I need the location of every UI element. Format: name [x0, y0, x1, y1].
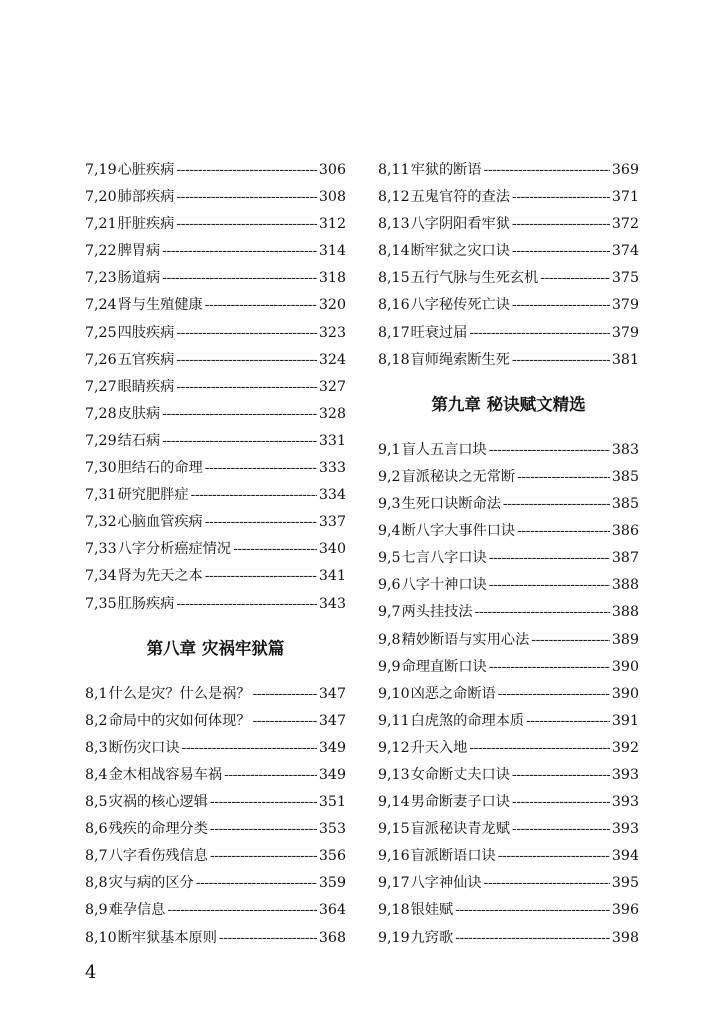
dot-leader: [512, 789, 610, 816]
entry-page: 343: [318, 595, 346, 612]
entry-page: 390: [611, 658, 639, 675]
dot-leader: [512, 184, 610, 211]
toc-left-column: [85, 157, 346, 952]
dot-leader: [176, 320, 317, 347]
entry-title: 断牢狱基本原则: [117, 929, 217, 946]
dot-leader: [484, 157, 610, 184]
toc-entry: [378, 320, 639, 347]
entry-page: 331: [318, 432, 346, 449]
entry-page: 347: [318, 712, 346, 729]
entry-page: 381: [611, 351, 639, 368]
entry-number: 7,22: [85, 243, 117, 260]
toc-entry: [378, 157, 639, 184]
dot-leader: [503, 491, 610, 518]
entry-number: 8,5: [85, 794, 108, 811]
entry-number: 7,34: [85, 568, 117, 585]
chapter-8-heading: 第八章 灾祸牢狱篇: [146, 638, 285, 658]
entry-number: 8,14: [378, 243, 410, 260]
toc-entry: [85, 789, 346, 816]
toc-entry: [85, 925, 346, 952]
entry-page: 391: [611, 712, 639, 729]
dot-leader: [162, 238, 317, 265]
dot-leader: [176, 374, 317, 401]
toc-group-ch8: [85, 681, 346, 952]
entry-page: 347: [318, 685, 346, 702]
entry-page: 368: [318, 929, 346, 946]
toc-entry: [85, 816, 346, 843]
entry-title: 盲人五言口块: [401, 441, 487, 458]
dot-leader: [455, 925, 610, 952]
entry-title: 牢狱的断语: [410, 162, 482, 178]
entry-page: 385: [611, 468, 639, 485]
toc-entry: [378, 437, 639, 464]
entry-number: 8,10: [85, 929, 117, 946]
toc-entry: [85, 238, 346, 265]
toc-entry: [378, 491, 639, 518]
entry-title: 五行气脉与生死玄机: [410, 270, 539, 287]
entry-number: 7,33: [85, 541, 117, 558]
entry-title: 肝脏疾病: [117, 216, 175, 233]
entry-page: 371: [611, 189, 639, 206]
entry-number: 8,1: [85, 685, 108, 702]
entry-page: 372: [611, 216, 639, 233]
toc-group-ch9: [378, 437, 639, 952]
entry-page: 353: [318, 821, 346, 838]
entry-page: 389: [611, 631, 639, 648]
dot-leader: [512, 292, 610, 319]
entry-title: 灾祸的核心逻辑: [108, 794, 208, 811]
entry-number: 7,32: [85, 514, 117, 531]
entry-number: 9,17: [378, 875, 410, 892]
entry-page: 396: [611, 902, 639, 919]
entry-title: 心脏疾病: [117, 162, 175, 178]
dot-leader: [219, 925, 317, 952]
toc-entry: [85, 374, 346, 401]
entry-title: 肺部疾病: [117, 189, 175, 206]
toc-entry: [85, 320, 346, 347]
entry-title: 八字秘传死亡诀: [410, 297, 510, 314]
entry-page: 390: [611, 685, 639, 702]
entry-number: 9,3: [378, 496, 401, 513]
entry-number: 9,9: [378, 658, 401, 675]
entry-page: 324: [318, 351, 346, 368]
entry-title: 八字十神口诀: [401, 577, 487, 594]
entry-page: 398: [611, 929, 639, 946]
entry-title: 肾为先天之本: [117, 568, 203, 585]
dot-leader: [489, 654, 610, 681]
entry-page: 375: [611, 270, 639, 287]
toc-entry: [85, 347, 346, 374]
entry-number: 8,16: [378, 297, 410, 314]
entry-title: 七言八字口诀: [401, 550, 487, 567]
entry-page: 333: [318, 460, 346, 477]
entry-title: 升天入地: [410, 739, 468, 756]
entry-number: 7,25: [85, 324, 117, 341]
entry-number: 9,10: [378, 685, 410, 702]
toc-entry: [378, 654, 639, 681]
entry-title: 难孕信息: [108, 902, 166, 919]
entry-title: 精妙断语与实用心法: [401, 631, 530, 648]
entry-title: 男命断妻子口诀: [410, 794, 510, 811]
entry-page: 337: [318, 514, 346, 531]
dot-leader: [176, 184, 317, 211]
entry-page: 386: [611, 523, 639, 540]
entry-number: 9,2: [378, 468, 401, 485]
entry-page: 327: [318, 378, 346, 395]
entry-number: 9,18: [378, 902, 410, 919]
dot-leader: [205, 292, 317, 319]
entry-title: 研究肥胖症: [117, 487, 189, 504]
toc-right-column: [378, 157, 639, 952]
toc-entry: [85, 265, 346, 292]
entry-title: 八字神仙诀: [410, 875, 482, 892]
entry-number: 9,16: [378, 848, 410, 865]
entry-page: 369: [611, 162, 639, 178]
toc-entry: [378, 572, 639, 599]
entry-number: 9,6: [378, 577, 401, 594]
entry-title: 凶恶之命断语: [410, 685, 496, 702]
dot-leader: [210, 816, 317, 843]
dot-leader: [517, 518, 610, 545]
entry-page: 323: [318, 324, 346, 341]
entry-page: 351: [318, 794, 346, 811]
toc-entry: [85, 211, 346, 238]
dot-leader: [526, 708, 610, 735]
entry-title: 眼睛疾病: [117, 378, 175, 395]
entry-title: 两头挂技法: [401, 604, 473, 621]
toc-entry: [85, 843, 346, 870]
entry-page: 379: [611, 324, 639, 341]
entry-page: 328: [318, 405, 346, 422]
entry-title: 断牢狱之灾口诀: [410, 243, 510, 260]
dot-leader: [210, 789, 317, 816]
entry-number: 7,35: [85, 595, 117, 612]
entry-title: 盲派断语口诀: [410, 848, 496, 865]
entry-title: 肠道病: [117, 270, 161, 287]
entry-number: 9,4: [378, 523, 401, 540]
dot-leader: [512, 211, 610, 238]
entry-title: 八字阴阳看牢狱: [410, 216, 510, 233]
entry-number: 7,19: [85, 162, 117, 178]
entry-page: 393: [611, 794, 639, 811]
entry-title: 胆结石的命理: [117, 460, 203, 477]
entry-page: 359: [318, 875, 346, 892]
entry-number: 8,11: [378, 162, 410, 178]
toc-entry: [378, 735, 639, 762]
toc-entry: [378, 708, 639, 735]
entry-title: 什么是灾？什么是祸？: [108, 685, 251, 702]
entry-number: 7,30: [85, 460, 117, 477]
dot-leader: [210, 843, 317, 870]
dot-leader: [252, 681, 316, 708]
toc-entry: [378, 211, 639, 238]
entry-page: 306: [318, 162, 346, 178]
toc-entry: [378, 843, 639, 870]
dot-leader: [475, 599, 610, 626]
toc-entry: [378, 627, 639, 654]
entry-page: 392: [611, 739, 639, 756]
dot-leader: [176, 211, 317, 238]
entry-title: 盲派秘诀青龙赋: [410, 821, 510, 838]
entry-page: 374: [611, 243, 639, 260]
entry-page: 312: [318, 216, 346, 233]
dot-leader: [540, 265, 610, 292]
entry-page: 341: [318, 568, 346, 585]
entry-title: 九窍歌: [410, 929, 454, 946]
entry-number: 9,7: [378, 604, 401, 621]
dot-leader: [167, 897, 317, 924]
entry-number: 7,24: [85, 297, 117, 314]
entry-number: 8,4: [85, 766, 108, 783]
dot-leader: [484, 870, 610, 897]
entry-number: 7,21: [85, 216, 117, 233]
dot-leader: [162, 428, 317, 455]
toc-entry: [378, 238, 639, 265]
dot-leader: [252, 708, 316, 735]
entry-title: 断八字大事件口诀: [401, 523, 516, 540]
toc-entry: [85, 591, 346, 618]
toc-entry: [85, 292, 346, 319]
toc-entry: [85, 184, 346, 211]
entry-number: 9,15: [378, 821, 410, 838]
entry-title: 灾与病的区分: [108, 875, 194, 892]
entry-title: 八字看伤残信息: [108, 848, 208, 865]
dot-leader: [176, 157, 317, 184]
entry-page: 340: [318, 541, 346, 558]
entry-title: 脾胃病: [117, 243, 161, 260]
toc-entry: [378, 184, 639, 211]
entry-page: 387: [611, 550, 639, 567]
entry-title: 断伤灾口诀: [108, 739, 180, 756]
toc-entry: [378, 518, 639, 545]
entry-number: 8,7: [85, 848, 108, 865]
toc-entry: [85, 563, 346, 590]
entry-page: 388: [611, 577, 639, 594]
entry-number: 7,28: [85, 405, 117, 422]
entry-page: 393: [611, 766, 639, 783]
entry-number: 8,15: [378, 270, 410, 287]
toc-entry: [378, 681, 639, 708]
entry-number: 9,13: [378, 766, 410, 783]
entry-number: 9,14: [378, 794, 410, 811]
entry-number: 8,13: [378, 216, 410, 233]
dot-leader: [205, 455, 317, 482]
dot-leader: [233, 536, 317, 563]
toc-entry: [85, 536, 346, 563]
dot-leader: [191, 482, 317, 509]
toc-entry: [378, 897, 639, 924]
dot-leader: [531, 627, 610, 654]
toc-entry: [378, 292, 639, 319]
entry-page: 334: [318, 487, 346, 504]
dot-leader: [489, 545, 610, 572]
entry-title: 皮肤病: [117, 405, 161, 422]
entry-page: 356: [318, 848, 346, 865]
entry-number: 8,9: [85, 902, 108, 919]
entry-title: 八字分析癌症情况: [117, 541, 232, 558]
entry-number: 7,26: [85, 351, 117, 368]
entry-page: 383: [611, 441, 639, 458]
entry-title: 肾与生殖健康: [117, 297, 203, 314]
toc-entry: [378, 464, 639, 491]
entry-title: 五官疾病: [117, 351, 175, 368]
toc-entry: [378, 545, 639, 572]
entry-title: 四肢疾病: [117, 324, 175, 341]
dot-leader: [196, 870, 317, 897]
entry-page: 364: [318, 902, 346, 919]
dot-leader: [512, 347, 610, 374]
entry-number: 8,2: [85, 712, 108, 729]
toc-entry: [85, 157, 346, 184]
entry-page: 388: [611, 604, 639, 621]
chapter-9-heading: 第九章 秘诀赋文精选: [431, 394, 586, 414]
dot-leader: [512, 762, 610, 789]
entry-page: 394: [611, 848, 639, 865]
entry-title: 残疾的命理分类: [108, 821, 208, 838]
toc-entry: [378, 816, 639, 843]
dot-leader: [162, 401, 317, 428]
entry-title: 盲派秘诀之无常断: [401, 468, 516, 485]
entry-page: 318: [318, 270, 346, 287]
entry-title: 旺衰过届: [410, 324, 468, 341]
toc-group-ch8-cont: [378, 157, 639, 374]
toc-entry: [378, 265, 639, 292]
toc-entry: [85, 681, 346, 708]
entry-number: 8,6: [85, 821, 108, 838]
dot-leader: [512, 816, 610, 843]
dot-leader: [224, 762, 317, 789]
toc-entry: [85, 870, 346, 897]
dot-leader: [498, 681, 610, 708]
dot-leader: [498, 843, 610, 870]
dot-leader: [517, 464, 610, 491]
entry-number: 9,1: [378, 441, 401, 458]
entry-page: 314: [318, 243, 346, 260]
entry-number: 9,12: [378, 739, 410, 756]
dot-leader: [176, 347, 317, 374]
page-number: 4: [85, 962, 97, 983]
dot-leader: [455, 897, 610, 924]
dot-leader: [469, 320, 610, 347]
entry-title: 命理直断口诀: [401, 658, 487, 675]
dot-leader: [162, 265, 317, 292]
entry-page: 349: [318, 766, 346, 783]
toc-entry: [378, 925, 639, 952]
toc-entry: [85, 482, 346, 509]
toc-entry: [85, 401, 346, 428]
toc-entry: [378, 789, 639, 816]
toc-entry: [85, 509, 346, 536]
toc-entry: [85, 708, 346, 735]
entry-page: 320: [318, 297, 346, 314]
entry-number: 7,23: [85, 270, 117, 287]
entry-number: 9,11: [378, 712, 410, 729]
entry-page: 385: [611, 496, 639, 513]
entry-title: 银娃赋: [410, 902, 454, 919]
entry-title: 盲师绳索断生死: [410, 351, 510, 368]
entry-page: 349: [318, 739, 346, 756]
entry-title: 女命断丈夫口诀: [410, 766, 510, 783]
entry-number: 8,3: [85, 739, 108, 756]
dot-leader: [205, 509, 317, 536]
toc-entry: [378, 599, 639, 626]
toc-entry: [85, 455, 346, 482]
entry-number: 7,31: [85, 487, 117, 504]
entry-page: 395: [611, 875, 639, 892]
toc-entry: [378, 870, 639, 897]
entry-title: 生死口诀断命法: [401, 496, 501, 513]
dot-leader: [182, 735, 317, 762]
entry-number: 9,19: [378, 929, 410, 946]
entry-page: 308: [318, 189, 346, 206]
toc-entry: [378, 347, 639, 374]
entry-title: 肛肠疾病: [117, 595, 175, 612]
toc-group-ch7: [85, 157, 346, 618]
dot-leader: [512, 238, 610, 265]
dot-leader: [205, 563, 317, 590]
entry-number: 9,8: [378, 631, 401, 648]
toc-entry: [85, 897, 346, 924]
entry-title: 心脑血管疾病: [117, 514, 203, 531]
entry-number: 7,27: [85, 378, 117, 395]
entry-page: 379: [611, 297, 639, 314]
entry-title: 结石病: [117, 432, 161, 449]
entry-title: 白虎煞的命理本质: [410, 712, 525, 729]
entry-title: 金木相战容易车祸: [108, 766, 223, 783]
entry-number: 8,8: [85, 875, 108, 892]
dot-leader: [176, 591, 317, 618]
entry-number: 8,12: [378, 189, 410, 206]
entry-number: 7,29: [85, 432, 117, 449]
toc-entry: [378, 762, 639, 789]
entry-number: 7,20: [85, 189, 117, 206]
toc-entry: [85, 735, 346, 762]
toc-entry: [85, 428, 346, 455]
dot-leader: [469, 735, 610, 762]
dot-leader: [489, 437, 610, 464]
entry-number: 8,18: [378, 351, 410, 368]
entry-number: 9,5: [378, 550, 401, 567]
toc-entry: [85, 762, 346, 789]
entry-title: 五鬼官符的查法: [410, 189, 510, 206]
entry-page: 393: [611, 821, 639, 838]
entry-title: 命局中的灾如何体现？: [108, 712, 251, 729]
entry-number: 8,17: [378, 324, 410, 341]
dot-leader: [489, 572, 610, 599]
